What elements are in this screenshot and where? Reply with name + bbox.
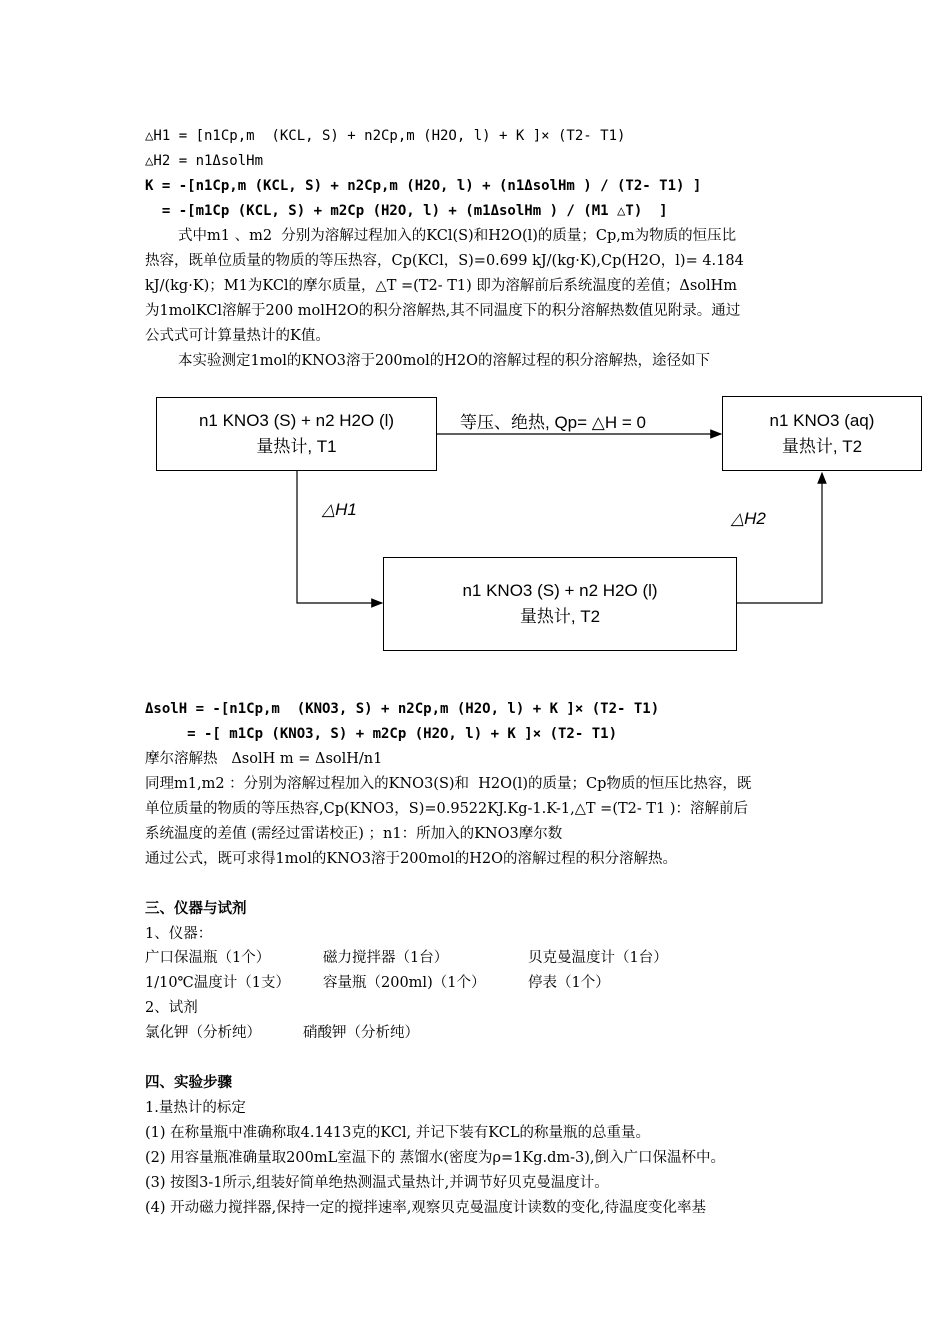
box-line: n1 KNO3 (aq) xyxy=(769,411,875,430)
step-item: (4) 开动磁力搅拌器,保持一定的搅拌速率,观察贝克曼温度计读数的变化,待温度变化率基 xyxy=(145,1200,706,1216)
dh1-label: △H1 xyxy=(322,500,357,519)
box-line: 量热计, T1 xyxy=(256,437,337,456)
state-box-final xyxy=(722,396,922,471)
reagent-item: 硝酸钾（分析纯） xyxy=(303,1025,419,1041)
box-line: n1 KNO3 (S) + n2 H2O (l) xyxy=(462,581,658,600)
paragraph-line: 热容，既单位质量的物质的等压热容，Cp(KCl，S)=0.699 kJ/(kg·K),Cp(H2O，l)= 4.184 xyxy=(145,253,744,269)
formula-solh-2: = -[ m1Cp (KNO3, S) + m2Cp (H2O, l) + K ]× (T2- T1) xyxy=(145,726,618,742)
dh2-label: △H2 xyxy=(731,509,766,528)
paragraph-line: 单位质量的物质的等压热容,Cp(KNO3，S)=0.9522KJ.Kg-1.K-1,△T =(T2- T1 )：溶解前后 xyxy=(145,801,749,817)
subsection-label: 2、试剂 xyxy=(145,1000,198,1016)
formula-k-2: = -[m1Cp (KCL, S) + m2Cp (H2O, l) + (m1ΔsolHm ) / (M1 △T) ] xyxy=(145,203,668,219)
arrow-top-label: 等压、绝热, Qp= △H = 0 xyxy=(460,413,646,432)
step-title: 1.量热计的标定 xyxy=(145,1100,246,1116)
instrument-item: 1/10℃温度计（1支） xyxy=(145,975,291,991)
box-line: n1 KNO3 (S) + n2 H2O (l) xyxy=(198,411,395,430)
box-line: 量热计, T2 xyxy=(781,437,863,456)
box-line: 量热计, T2 xyxy=(519,607,601,626)
instrument-item: 贝克曼温度计（1台） xyxy=(528,950,668,966)
reagent-item: 氯化钾（分析纯） xyxy=(145,1025,261,1041)
arrow-dh2 xyxy=(737,473,822,603)
paragraph-line: 公式式可计算量热计的K值。 xyxy=(145,328,330,344)
instrument-item: 磁力搅拌器（1台） xyxy=(323,950,449,966)
step-item: (2) 用容量瓶准确量取200mL室温下的 蒸馏水(密度为ρ=1Kg.dm-3),倒入广口保温杯中。 xyxy=(145,1150,726,1166)
paragraph-line: 同理m1,m2 ：分别为溶解过程加入的KNO3(S)和 H2O(l)的质量；Cp物质的恒压比热容，既 xyxy=(145,776,752,792)
section-heading: 四、实验步骤 xyxy=(145,1075,232,1091)
section-heading: 三、仪器与试剂 xyxy=(145,901,247,917)
state-box-intermediate xyxy=(383,557,737,651)
arrow-dh1 xyxy=(297,471,382,603)
paragraph-line: 摩尔溶解热 ΔsolH m = ΔsolH/n1 xyxy=(145,751,383,767)
paragraph-line: 系统温度的差值 (需经过雷诺校正) ；n1：所加入的KNO3摩尔数 xyxy=(145,826,563,842)
state-box-initial xyxy=(156,397,437,471)
paragraph-line: 通过公式，既可求得1mol的KNO3溶于200mol的H2O的溶解过程的积分溶解热。 xyxy=(145,851,678,867)
paragraph-line: 式中m1 、m2 分别为溶解过程加入的KCl(S)和H2O(l)的质量；Cp,m为物质的恒压比 xyxy=(178,228,737,244)
paragraph-line: 本实验测定1mol的KNO3溶于200mol的H2O的溶解过程的积分溶解热，途径如下 xyxy=(178,353,711,369)
step-item: (1) 在称量瓶中准确称取4.1413克的KCl, 并记下装有KCL的称量瓶的总重量。 xyxy=(145,1125,650,1141)
instrument-item: 停表（1个） xyxy=(528,975,610,991)
instrument-item: 广口保温瓶（1个） xyxy=(145,950,271,966)
formula-k-1: K = -[n1Cp,m (KCL, S) + n2Cp,m (H2O, l) + (n1ΔsolHm ) / (T2- T1) ] xyxy=(145,178,702,194)
subsection-label: 1、仪器： xyxy=(145,926,213,942)
instrument-item: 容量瓶（200ml)（1个） xyxy=(323,975,486,991)
step-item: (3) 按图3-1所示,组装好简单绝热测温式量热计,并调节好贝克曼温度计。 xyxy=(145,1175,609,1191)
formula-solh-1: ΔsolH = -[n1Cp,m (KNO3, S) + n2Cp,m (H2O, l) + K ]× (T2- T1) xyxy=(145,701,660,717)
formula-dh2: △H2 = n1ΔsolHm xyxy=(145,153,264,169)
formula-dh1: △H1 = [n1Cp,m (KCL, S) + n2Cp,m (H2O, l) + K ]× (T2- T1) xyxy=(145,128,626,144)
paragraph-line: 为1molKCl溶解于200 molH2O的积分溶解热,其不同温度下的积分溶解热数值见附录。通过 xyxy=(145,303,741,319)
paragraph-line: kJ/(kg·K)；M1为KCl的摩尔质量，△T =(T2- T1) 即为溶解前后系统温度的差值；ΔsolHm xyxy=(145,278,738,294)
